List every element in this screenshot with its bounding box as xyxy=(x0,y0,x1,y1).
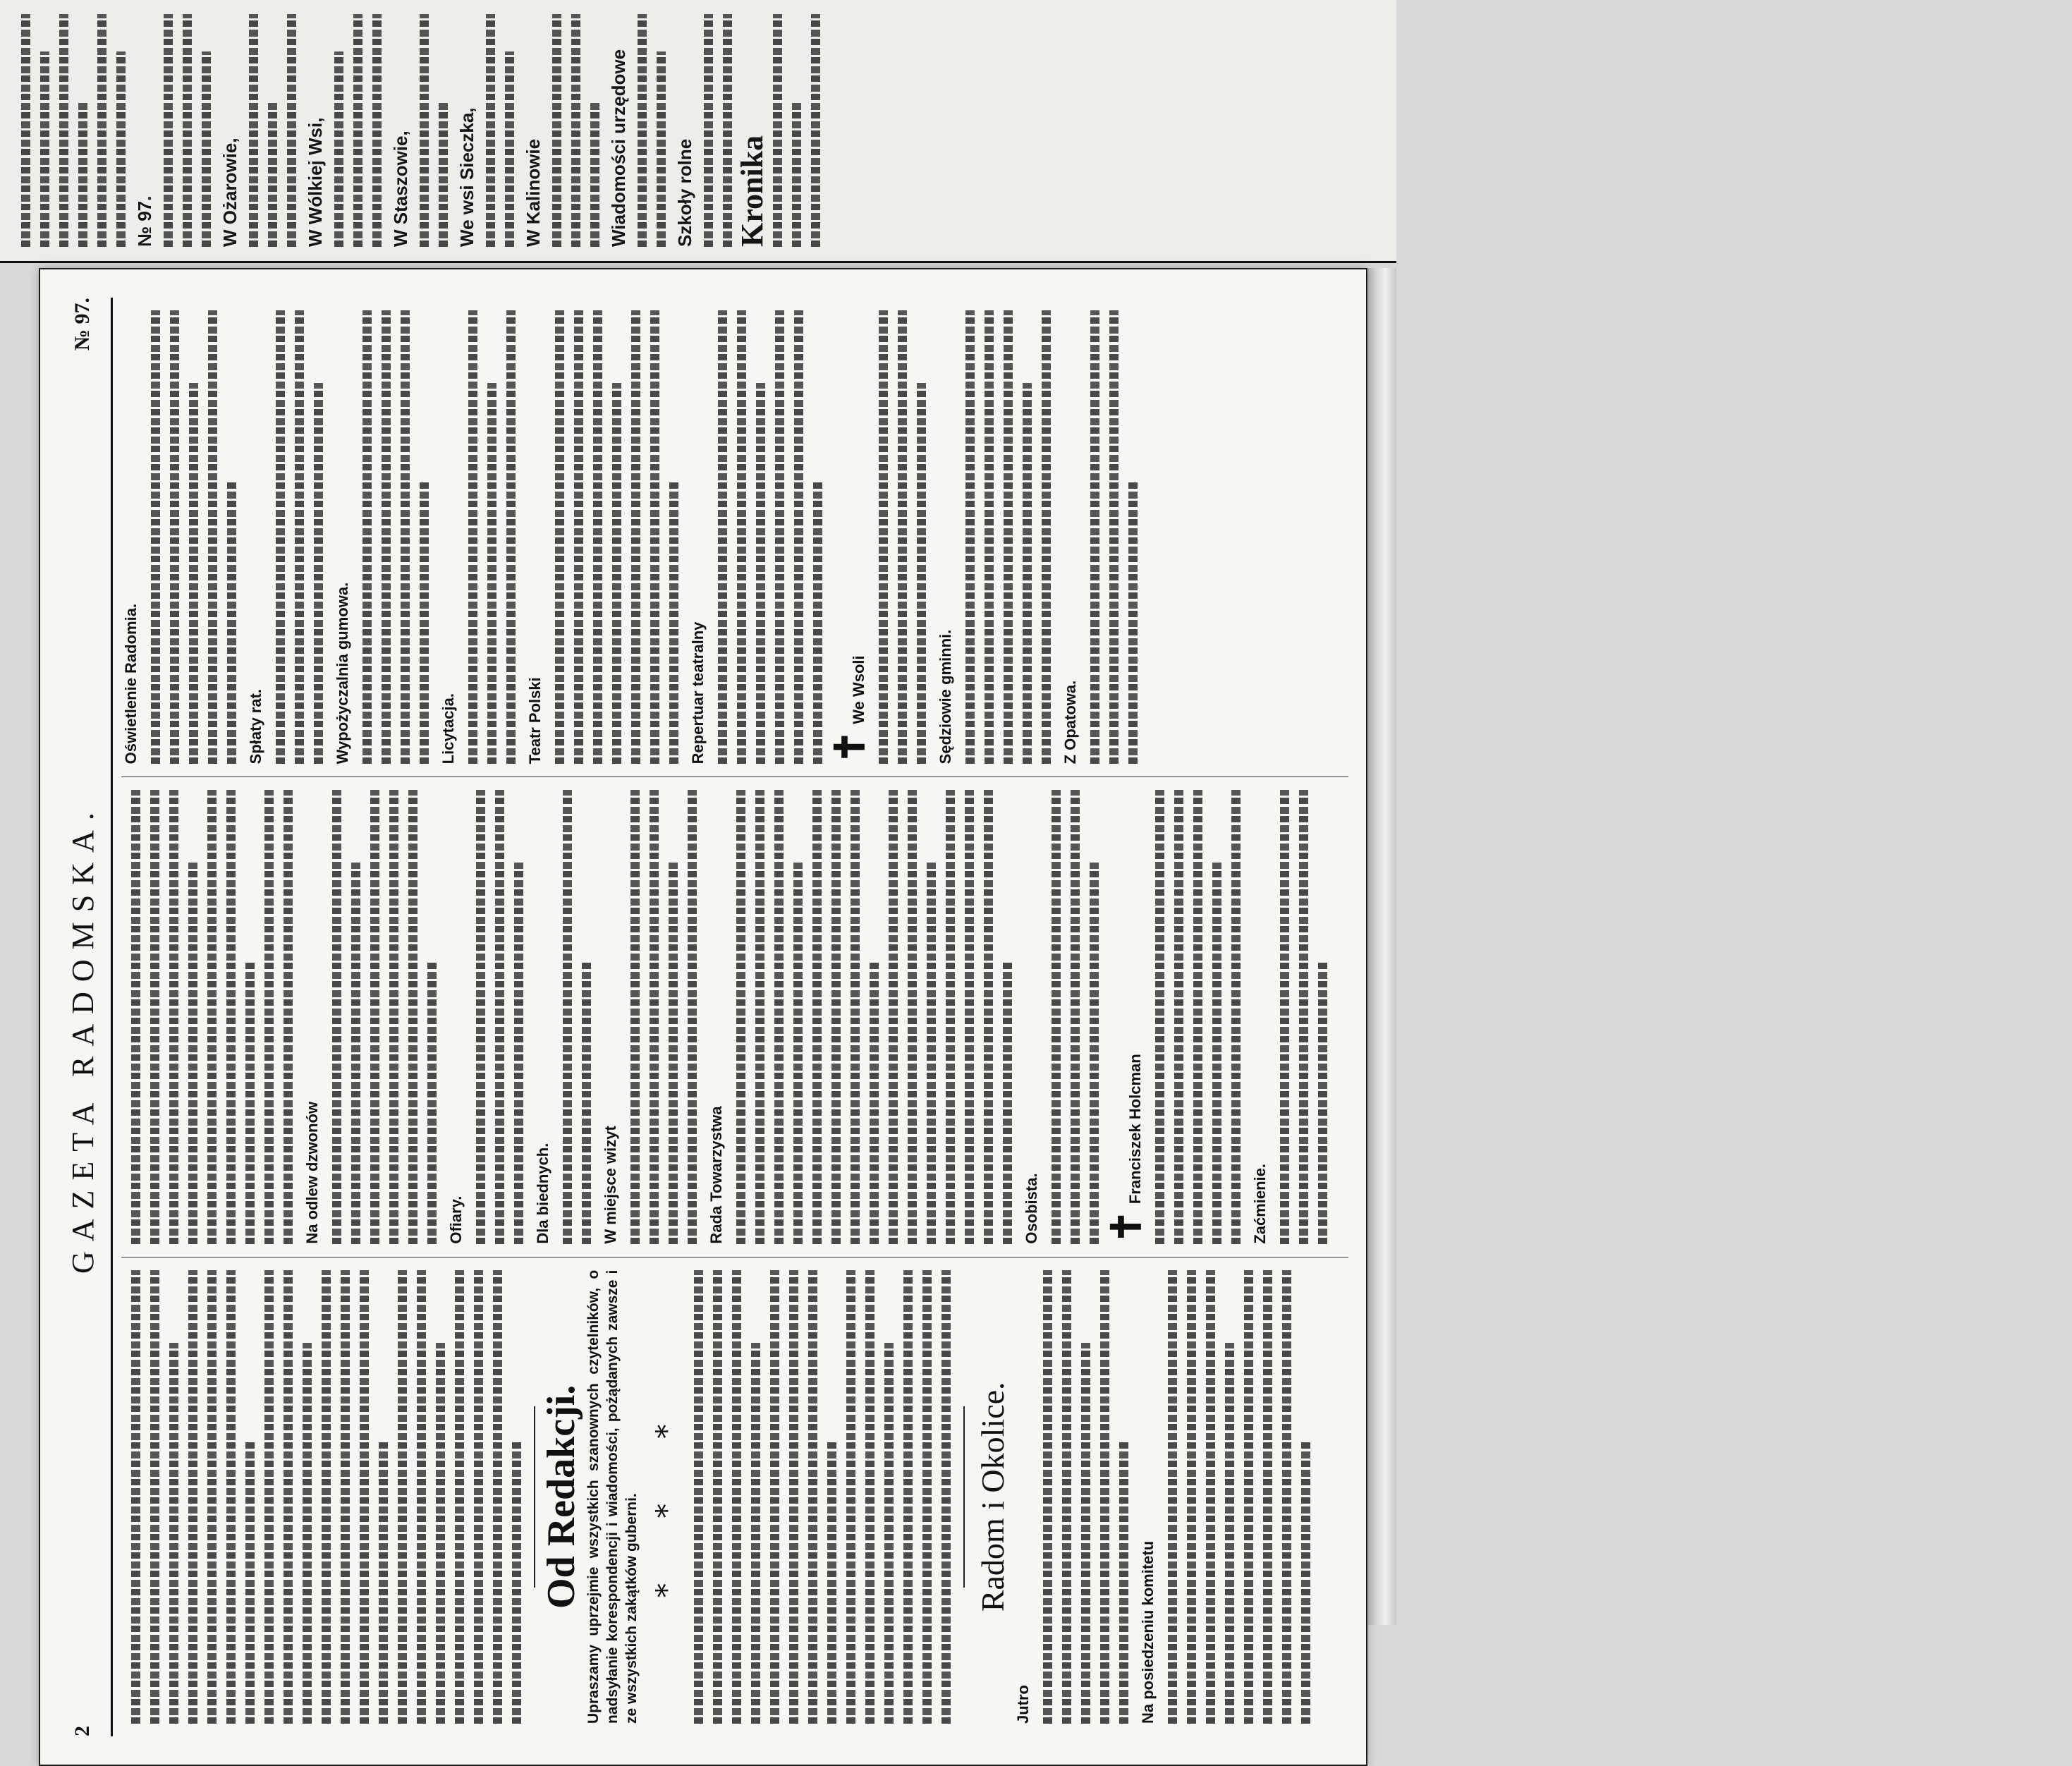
column-3 xyxy=(121,298,1348,777)
heading-ofiary: Ofiary. xyxy=(447,1195,465,1244)
heading-oswietlenie: Oświetlenie Radomia. xyxy=(122,603,140,765)
heading-kronika: Kronika xyxy=(735,135,769,247)
stars-divider: * * * xyxy=(651,1396,683,1598)
heading-szkoly-rolne: Szkoły rolne xyxy=(674,138,695,247)
column-1 xyxy=(121,1257,1348,1736)
heading-na-posiedzeniu: Na posiedzeniu komitetu xyxy=(1139,1540,1157,1724)
heading-teatr-polski: Teatr Polski xyxy=(526,677,544,765)
heading-osobista: Osobista. xyxy=(1023,1173,1040,1244)
column-2 xyxy=(121,777,1348,1256)
issue-number: № 97. xyxy=(71,298,94,351)
newspaper-sheet xyxy=(39,268,1367,1766)
separator xyxy=(534,1406,535,1588)
cross-icon: ✝ xyxy=(826,729,874,765)
heading-radom-i-okolice: Radom i Okolice. xyxy=(975,1382,1011,1612)
previous-page-strip xyxy=(0,0,1396,263)
page-header xyxy=(54,298,113,1736)
heading-wiadomosci: Wiadomości urzędowe xyxy=(608,49,629,247)
previous-page-issue: № 97. xyxy=(134,195,155,247)
heading-repertuar: Repertuar teatralny xyxy=(689,621,707,765)
masthead: GAZETA RADOMSKA. xyxy=(65,803,100,1274)
heading-franciszek: Franciszek Holcman xyxy=(1126,1054,1144,1205)
heading-w-kalinowie: W Kalinowie xyxy=(523,138,544,247)
heading-zacmienie: Zaćmienie. xyxy=(1251,1163,1269,1244)
heading-w-wolkiej: W Wólkiej Wsi, xyxy=(305,117,326,247)
page-binding-shadow xyxy=(1368,268,1396,1625)
heading-w-ozarowie: W Ożarowie, xyxy=(219,138,240,247)
od-redakcji-lead: Upraszamy uprzejmie wszystkich szanownych czytelników, o nadsyłanie korespondencji i wiadomości, pożądanych zawsze i ze wszystkich zakątków guberni. xyxy=(585,1269,640,1724)
heading-we-wsi: We wsi Sieczka, xyxy=(456,107,477,247)
heading-dla-biednych: Dla biednych. xyxy=(534,1143,551,1244)
heading-jutro: Jutro xyxy=(1014,1685,1032,1724)
text-columns xyxy=(121,298,1348,1736)
heading-na-odlew: Na odlew dzwonów xyxy=(303,1102,321,1244)
heading-od-redakcji: Od Redakcji. xyxy=(540,1384,583,1609)
heading-splaty-rat: Spłaty rat. xyxy=(247,688,264,765)
heading-z-opatowa: Z Opatowa. xyxy=(1061,680,1079,765)
heading-licytacja: Licytacja. xyxy=(439,693,457,765)
heading-w-miejsce-wizyt: W miejsce wizyt xyxy=(602,1126,619,1244)
previous-page-text xyxy=(0,0,841,261)
heading-sedziowie: Sędziowie gminni. xyxy=(937,629,954,765)
newspaper-page xyxy=(40,269,1366,1765)
separator xyxy=(963,1406,965,1588)
cross-icon: ✝ xyxy=(1102,1210,1150,1244)
heading-wypozyczalnia: Wypożyczalnia gumowa. xyxy=(334,582,351,765)
heading-we-wsoli: We Wsoli xyxy=(850,655,867,724)
heading-rada-towarzystwa: Rada Towarzystwa xyxy=(707,1106,725,1244)
page-number: 2 xyxy=(71,1726,94,1736)
heading-w-staszowie: W Staszowie, xyxy=(390,130,411,247)
